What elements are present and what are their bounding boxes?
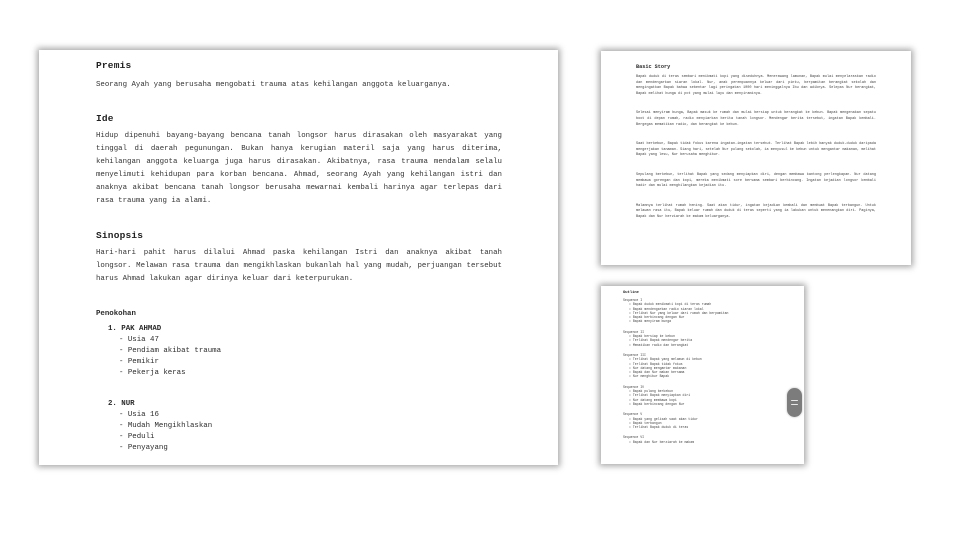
outline-item: • Nur datang membawa kopi <box>629 398 794 402</box>
outline-item: • Mematikan radio dan berangkat <box>629 343 794 347</box>
character-trait: - Usia 47 <box>119 335 502 346</box>
character-trait: - Pendiam akibat trauma <box>119 346 502 357</box>
section-sinopsis <box>96 230 502 286</box>
story-paragraph: Selesai menyiram bunga, Bapak masuk ke rumah dan mulai bersiap untuk berangkat ke kebun. Bapak mengenakan sepatu boot di depan rumah, radio menyiarkan berita tanah longsor. Mendengar berita tersebut, ingatan Bapak kembali. Bergegas mematikan radio, dan berangkat ke kebun. <box>636 111 876 127</box>
character-trait: - Mudah Mengikhlaskan <box>119 421 502 432</box>
outline-item: • Nur datang mengantar makanan <box>629 366 794 370</box>
scroll-handle[interactable] <box>787 388 802 417</box>
character-nur <box>108 399 502 454</box>
story-paragraph: Saat berkebun, Bapak tidak fokus karena ingatan-ingatan tersebut. Terlihat Bapak lebih banyak duduk-duduk daripada mengerjakan tanaman. Siang hari, setelah Nur pulang sekolah, ia menyusul ke kebun untuk mengantar makanan, melihat Bapak yang lesu, Nur berusaha menghibur. <box>636 142 876 158</box>
outline-item: • Terlihat Bapak duduk di teras <box>629 425 794 429</box>
outline-item: • Bapak pulang berkebun <box>629 389 794 393</box>
character-trait: - Penyayang <box>119 443 502 454</box>
outline-part <box>623 330 794 347</box>
outline-item: • Bapak berbincang dengan Nur <box>629 402 794 406</box>
sinopsis-heading: Sinopsis <box>96 230 144 241</box>
sinopsis-text: Hari-hari pahit harus dilalui Ahmad paska kehilangan Istri dan anaknya akibat tanah longsor. Melawan rasa trauma dan mengikhlaskan bukanlah hal yang mudah, perjuangan tersebut harus Ahmad lakukan agar dirinya keluar dari keterpurukan. <box>96 249 502 283</box>
outline-part-title: Sequence V <box>623 412 643 417</box>
character-trait: - Usia 16 <box>119 410 502 421</box>
outline-part <box>623 298 794 324</box>
outline-part <box>623 435 794 444</box>
document-page-main <box>39 50 558 465</box>
character-name: 2. NUR <box>108 400 135 408</box>
outline-item: • Terlihat Bapak menyiapkan diri <box>629 393 794 397</box>
outline-part-title: Sequence IV <box>623 384 645 389</box>
section-penokohan <box>96 310 502 454</box>
outline-item: • Terlihat Nur yang keluar dari rumah dan berpamitan <box>629 311 794 315</box>
outline-item: • Terlihat Bapak tidak fokus <box>629 362 794 366</box>
outline-part <box>623 412 794 429</box>
outline-item: • Bapak duduk menikmati kopi di teras rumah <box>629 302 794 306</box>
outline-item: • Bapak dan Nur berziarah ke makam <box>629 440 794 444</box>
outline-part-title: Sequence II <box>623 329 645 334</box>
character-trait: - Peduli <box>119 432 502 443</box>
story-paragraph: Bapak duduk di teras sembari menikmati kopi yang diseduhnya. Menerawang lamunan, Bapak mulai menyelaraskan radio dan mendengarkan siaran lokal. Nur, anak perempuannya keluar dari pintu, berpamitan berangkat sekolah dan mengingatkan Bapak bahwa sebentar lagi peringatan 1000 hari meninggalnya Ibu dan adiknya. Selepas Nur berangkat, Bapak melihat bunga di pot yang mulai layu dan menyiraminya. <box>636 75 876 96</box>
outline-item: • Bapak yang gelisah saat akan tidur <box>629 417 794 421</box>
basic-story-heading: Basic Story <box>636 64 671 70</box>
premis-heading: Premis <box>96 60 132 71</box>
outline-item: • Bapak mendengarkan radio siaran lokal <box>629 307 794 311</box>
outline-part <box>623 385 794 406</box>
outline-item: • Bapak berbincang dengan Nur <box>629 315 794 319</box>
outline-item: • Terlihat Bapak mendengar berita <box>629 338 794 342</box>
outline-part-title: Sequence III <box>623 352 646 357</box>
character-trait: - Pemikir <box>119 357 502 368</box>
outline-part-title: Sequence I <box>623 298 643 302</box>
outline-heading: Outline <box>623 291 639 295</box>
premis-text: Seorang Ayah yang berusaha mengobati trauma atas kehilangan anggota keluarganya. <box>96 81 451 89</box>
document-page-basic-story[interactable] <box>601 51 911 265</box>
outline-item: • Terlihat Bapak yang melamun di kebun <box>629 357 794 361</box>
character-trait: - Pekerja keras <box>119 368 502 379</box>
penokohan-heading: Penokohan <box>96 310 136 318</box>
story-paragraph: Malamnya terlihat rumah hening. Saat akan tidur, ingatan kejadian kembali dan membuat Bapak terbangun. Untuk melawan rasa itu, Bapak keluar rumah dan duduk di teras seperti yang ia lakukan untuk menenangkan diri. Paginya, Bapak dan Nur berziarah ke makam keluarganya. <box>636 203 876 219</box>
ide-text: Hidup dipenuhi bayang-bayang bencana tanah longsor harus dirasakan oleh masyarakat yang tinggal di daerah pegunungan. Bukan hanya kerugian materil saja yang harus diterima, kehilangan anggota keluarga juga harus dirasakan. Akibatnya, rasa trauma mendalam selalu menyelimuti kehidupan para korban bencana. Ahmad, seorang Ayah yang kehilangan istri dan anaknya akibat bencana tanah longsor berusaha mewarnai kembali harinya agar terlepas dari rasa trauma yang ia alami. <box>96 132 502 205</box>
outline-item: • Bapak terbangun <box>629 421 794 425</box>
outline-item: • Bapak dan Nur makan bersama <box>629 370 794 374</box>
character-ahmad <box>108 324 502 379</box>
character-name: 1. PAK AHMAD <box>108 325 162 333</box>
grip-line-icon <box>791 400 798 401</box>
document-page-outline[interactable] <box>601 286 804 464</box>
ide-heading: Ide <box>96 113 114 124</box>
outline-item: • Bapak bersiap ke kebun <box>629 334 794 338</box>
outline-part-title: Sequence VI <box>623 435 645 440</box>
grip-line-icon <box>791 404 798 405</box>
outline-item: • Nur menghibur Bapak <box>629 374 794 378</box>
outline-part <box>623 353 794 379</box>
outline-item: • Bapak menyiram bunga <box>629 319 794 323</box>
story-paragraph: Sepulang berkebun, terlihat Bapak yang sedang menyiapkan diri, dengan membawa kantong perlengkapan. Nur datang membawa gorengan dan kopi, mereka menikmati sore bersama sembari berbincang. Ingatan kejadian longsor kembali hadir dan mulai menghilangkan kejadian itu. <box>636 172 876 189</box>
section-ide <box>96 113 502 208</box>
section-premis <box>96 60 502 92</box>
